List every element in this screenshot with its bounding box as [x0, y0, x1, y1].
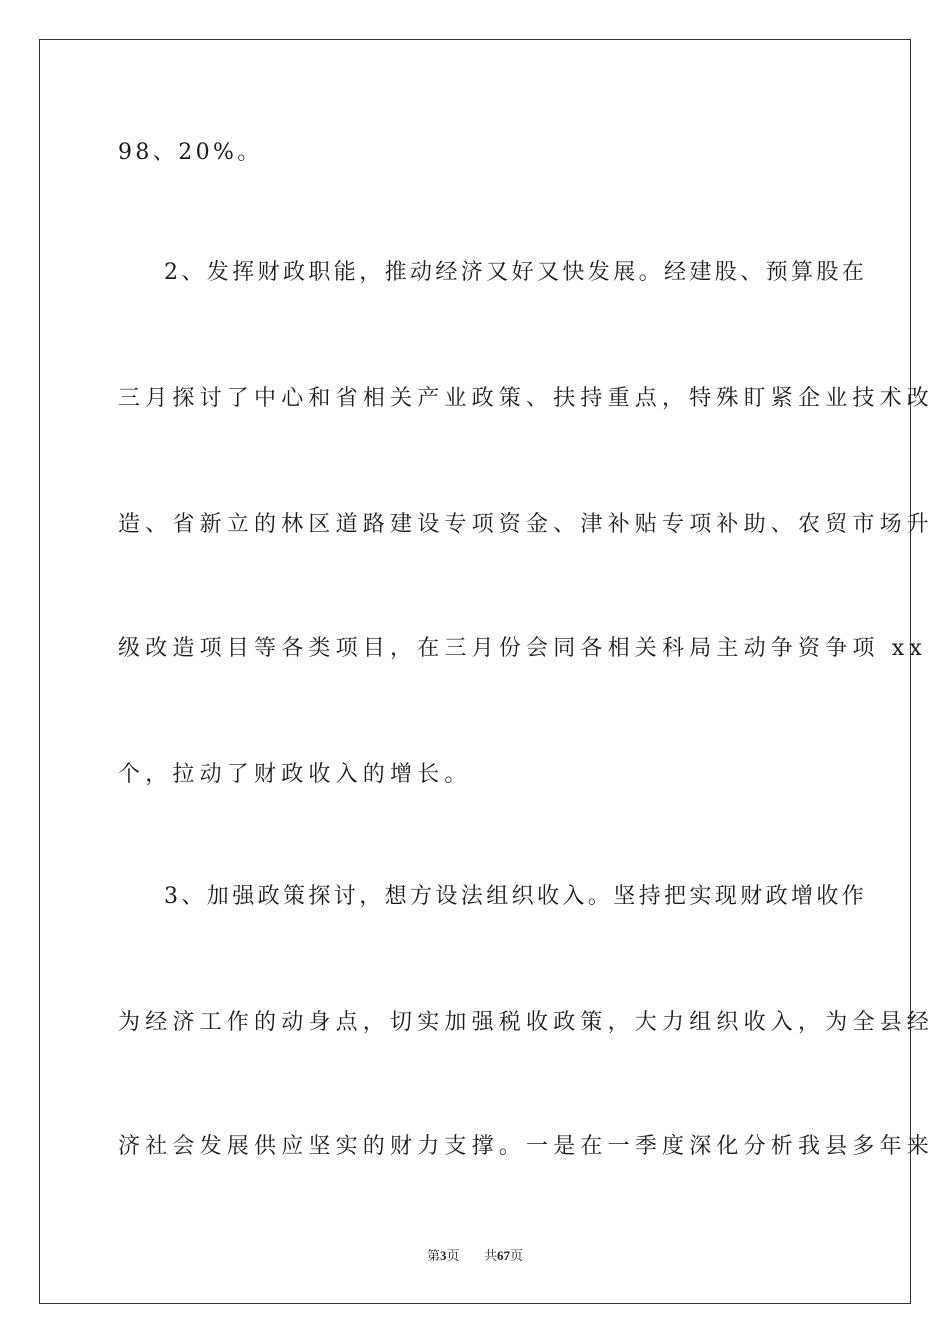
page-suffix: 页	[446, 1248, 460, 1263]
page-border	[39, 39, 935, 1304]
body-text-line: 3、加强政策探讨，想方设法组织收入。坚持把实现财政增收作	[164, 884, 868, 909]
body-text-line: 级改造项目等各类项目，在三月份会同各相关科局主动争资争项 xx	[118, 636, 928, 661]
body-text-line: 为经济工作的动身点，切实加强税收政策，大力组织收入，为全县经	[118, 1010, 935, 1035]
body-text-line: 三月探讨了中心和省相关产业政策、扶持重点，特殊盯紧企业技术改	[118, 386, 935, 411]
body-text-line: 造、省新立的林区道路建设专项资金、津补贴专项补助、农贸市场升	[118, 512, 935, 537]
body-text-line: 济社会发展供应坚实的财力支撑。一是在一季度深化分析我县多年来	[118, 1134, 935, 1159]
page-number: 3	[439, 1248, 447, 1263]
body-text-line: 2、发挥财政职能，推动经济又好又快发展。经建股、预算股在	[164, 260, 868, 285]
total-suffix: 页	[510, 1248, 524, 1263]
body-text-line: 个，拉动了财政收入的增长。	[118, 762, 472, 787]
total-pages: 67	[497, 1248, 511, 1263]
page-prefix: 第	[426, 1248, 440, 1263]
total-prefix: 共	[484, 1248, 498, 1263]
page-footer	[0, 1247, 950, 1265]
body-text-line: 98、20%。	[118, 140, 263, 165]
